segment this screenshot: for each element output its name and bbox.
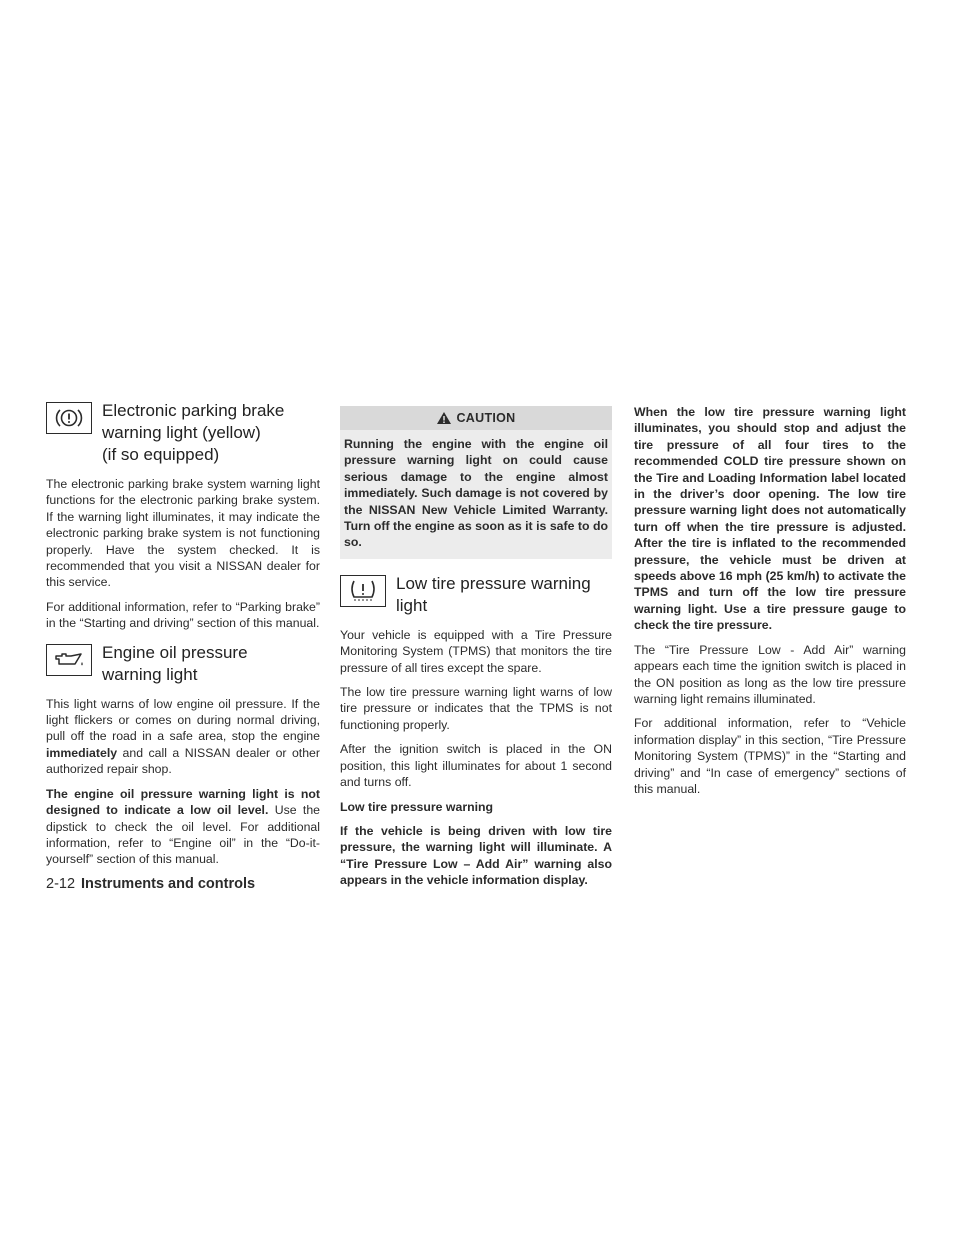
oil-paragraph-2: The engine oil pressure warning light is not designed to indicate a low oil level. Use the dipstick to check the oil level. For additional information, refer to “Engine oil” in the “Do-it-yourself” section of this manual. [46, 786, 320, 867]
section-title: Instruments and controls [81, 876, 256, 892]
caution-header [340, 406, 612, 430]
tire-pressure-icon [340, 575, 386, 607]
tpms-paragraph-3: After the ignition switch is placed in the ON position, this light illuminates for about 1 second and turns off. [340, 742, 612, 790]
epb-paragraph-2: For additional information, refer to “Parking brake” in the “Starting and driving” section of this manual. [46, 599, 320, 631]
tpms-section-title: Low tire pressure warning light [396, 573, 591, 615]
warning-triangle-icon [436, 411, 452, 425]
oil-section-header [46, 642, 320, 686]
oil-section-title: Engine oil pressure warning light [102, 642, 248, 684]
tpms-reference-paragraph: For additional information, refer to “Vehicle information display” in this section, “Tire Pressure Monitoring System (TPMS)” in the “Starting and driving” and “In case of emergency” sections of this manual. [634, 716, 906, 796]
epb-section-header [46, 400, 320, 466]
tpms-paragraph-4: If the vehicle is being driven with low tire pressure, the warning light will illuminate. A “Tire Pressure Low – Add Air” warning also appears in the vehicle information display. [340, 823, 612, 888]
tpms-subheading: Low tire pressure warning [340, 799, 494, 814]
caution-text: Running the engine with the engine oil pressure warning light on could cause serious damage to the engine almost immediately. Such damage is not covered by the NISSAN New Vehicle Limited Warranty. Turn off the engine as soon as it is safe to do so. [340, 430, 612, 559]
page-footer [46, 876, 255, 892]
parking-brake-warning-icon [46, 402, 92, 434]
tpms-warning-display-paragraph: The “Tire Pressure Low - Add Air” warning appears each time the ignition switch is placed in the ON position as long as the low tire pressure warning light remains illuminated. [634, 642, 906, 706]
tpms-paragraph-2: The low tire pressure warning light warns of low tire pressure or indicates that the TPMS is not functioning properly. [340, 685, 612, 732]
caution-label: CAUTION [456, 411, 516, 425]
page-number: 2-12 [46, 876, 76, 892]
column-2 [340, 406, 612, 897]
column-3 [634, 404, 906, 805]
tpms-paragraph-1: Your vehicle is equipped with a Tire Pressure Monitoring System (TPMS) that monitors the tire pressure of all tires except the spare. [340, 627, 612, 675]
epb-section-title: Electronic parking brake warning light (yellow) (if so equipped) [102, 401, 285, 464]
tpms-adjust-paragraph: When the low tire pressure warning light illuminates, you should stop and adjust the tire pressure of all four tires to the recommended COLD tire pressure shown on the Tire and Loading Information label located in the driver’s door opening. The low tire pressure warning light does not automatically turn off when the tire pressure is adjusted. After the tire is inflated to the recommended pressure, the vehicle must be driven at speeds above 16 mph (25 km/h) to activate the TPMS and turn off the low tire pressure warning light. Use a tire pressure gauge to check the tire pressure. [634, 405, 906, 633]
tpms-section-header [340, 573, 612, 617]
column-1 [46, 400, 320, 876]
epb-paragraph-1: The electronic parking brake system warning light functions for the electronic parking brake system. If the warning light illuminates, it may indicate the electronic parking brake system is not functioning properly. Have the system checked. It is recommended that you visit a NISSAN dealer for this service. [46, 477, 320, 590]
oil-can-icon [46, 644, 92, 676]
oil-paragraph-1: This light warns of low engine oil pressure. If the light flickers or comes on during normal driving, pull off the road in a safe area, stop the engine immediately and call a NISSAN dealer or other authorized repair shop. [46, 696, 320, 777]
